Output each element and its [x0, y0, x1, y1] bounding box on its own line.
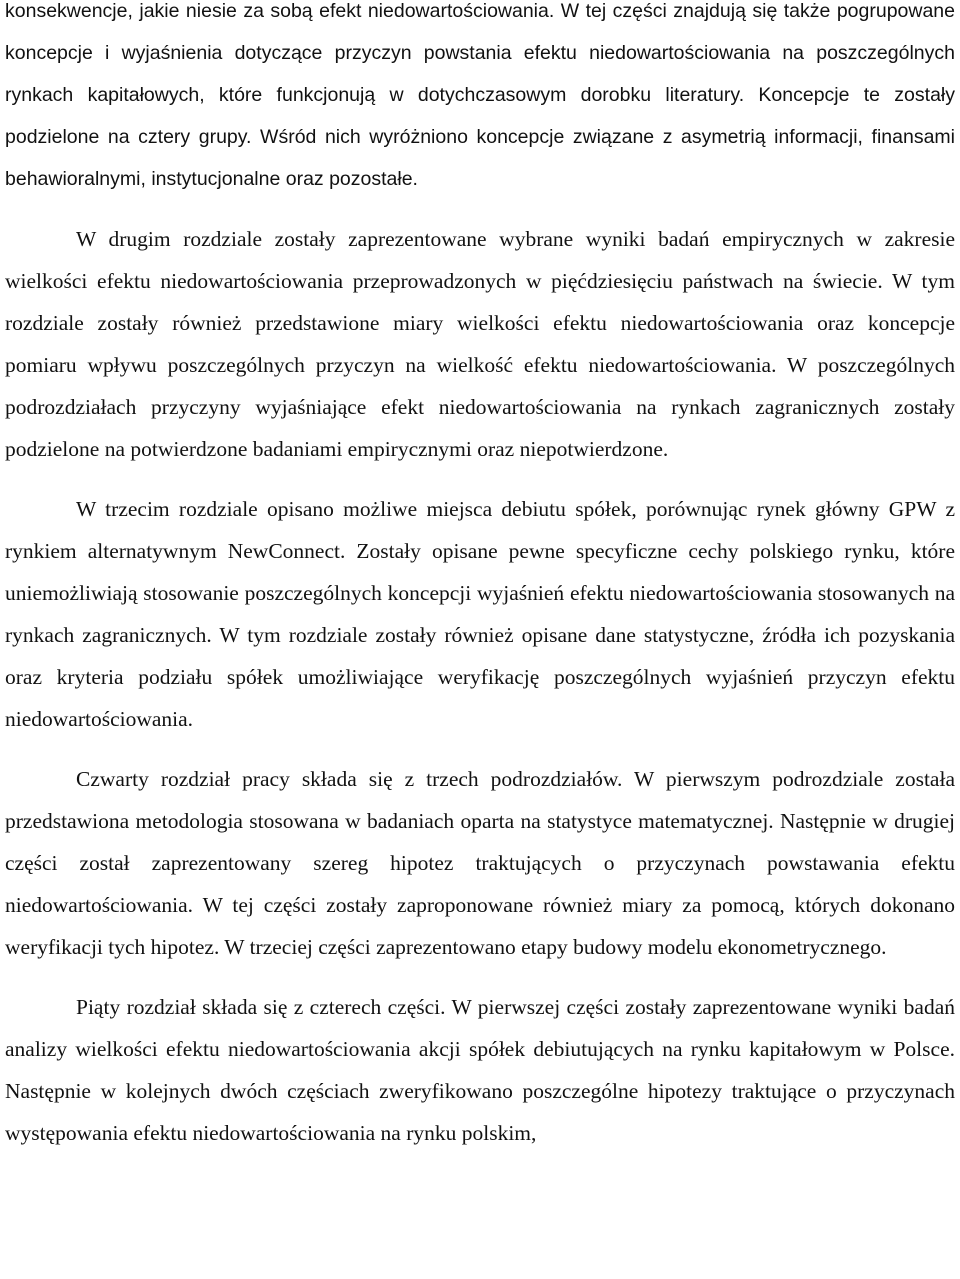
- paragraph-chapter-two: W drugim rozdziale zostały zaprezentowane wybrane wyniki badań empirycznych w zakresie wielkości efektu niedowartościowania przeprowadzonych w pięćdziesięciu państwach na świecie. W tym rozdziale zostały również przedstawione miary wielkości efektu niedowartościowania oraz koncepcje pomiaru wpływu poszczególnych przyczyn na wielkość efektu niedowartościowania. W poszczególnych podrozdziałach przyczyny wyjaśniające efekt niedowartościowania na rynkach zagranicznych zostały podzielone na potwierdzone badaniami empirycznymi oraz niepotwierdzone.: [5, 227, 955, 461]
- paragraph-chapter-three: W trzecim rozdziale opisano możliwe miejsca debiutu spółek, porównując rynek główny GPW z rynkiem alternatywnym NewConnect. Zostały opisane pewne specyficzne cechy polskiego rynku, które uniemożliwiają stosowanie poszczególnych koncepcji wyjaśnień efektu niedowartościowania stosowanych na rynkach zagranicznych. W tym rozdziale zostały również opisane dane statystyczne, źródła ich pozyskania oraz kryteria podziału spółek umożliwiające weryfikację poszczególnych wyjaśnień przyczyn efektu niedowartościowania.: [5, 497, 955, 731]
- paragraph-chapter-four: Czwarty rozdział pracy składa się z trzech podrozdziałów. W pierwszym podrozdziale została przedstawiona metodologia stosowana w badaniach oparta na statystyce matematycznej. Następnie w drugiej części został zaprezentowany szereg hipotez traktujących o przyczynach powstawania efektu niedowartościowania. W tej części zostały zaproponowane również miary za pomocą, których dokonano weryfikacji tych hipotez. W trzeciej części zaprezentowano etapy budowy modelu ekonometrycznego.: [5, 767, 955, 959]
- paragraph-intro-continuation: konsekwencje, jakie niesie za sobą efekt niedowartościowania. W tej części znajdują się także pogrupowane koncepcje i wyjaśnienia dotyczące przyczyn powstania efektu niedowartościowania na poszczególnych rynkach kapitałowych, które funkcjonują w dotychczasowym dorobku literatury. Koncepcje te zostały podzielone na cztery grupy. Wśród nich wyróżniono koncepcje związane z asymetrią informacji, finansami behawioralnymi, instytucjonalne oraz pozostałe.: [5, 0, 955, 190]
- document-page: [5, 0, 955, 1154]
- paragraph-chapter-five: Piąty rozdział składa się z czterech części. W pierwszej części zostały zaprezentowane wyniki badań analizy wielkości efektu niedowartościowania akcji spółek debiutujących na rynku kapitałowym w Polsce. Następnie w kolejnych dwóch częściach zweryfikowano poszczególne hipotezy traktujące o przyczynach występowania efektu niedowartościowania na rynku polskim,: [5, 995, 955, 1145]
